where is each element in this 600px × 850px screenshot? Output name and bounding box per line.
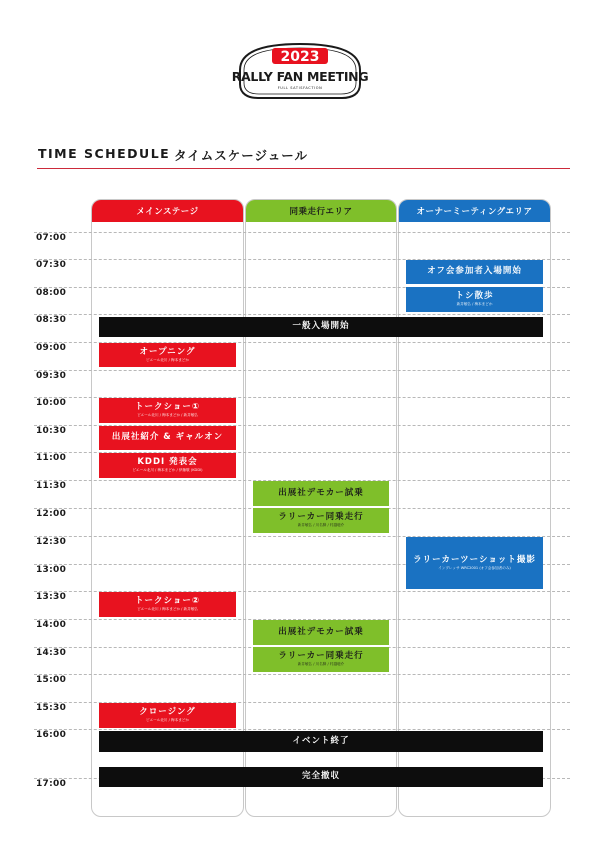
event-title: オープニング	[139, 346, 196, 357]
time-divider	[34, 729, 570, 730]
time-label: 12:00	[36, 509, 67, 519]
time-label: 11:00	[36, 453, 67, 463]
event-block	[99, 731, 543, 752]
event-block	[253, 647, 389, 672]
time-label: 12:30	[36, 537, 67, 547]
event-block	[406, 287, 543, 312]
time-label: 11:30	[36, 481, 67, 491]
time-label: 14:30	[36, 648, 67, 658]
event-block	[406, 537, 543, 589]
svg-text:RALLY FAN MEETING: RALLY FAN MEETING	[232, 69, 368, 84]
event-title: オフ会参加者入場開始	[427, 266, 522, 277]
event-block	[253, 481, 389, 506]
time-label: 17:00	[36, 779, 67, 789]
time-label: 15:30	[36, 703, 67, 713]
event-title: 出展社デモカー試乗	[278, 626, 364, 637]
time-label: 16:00	[36, 730, 67, 740]
column-header-main-stage: メインステージ	[92, 200, 243, 222]
event-performers: ピエール北川 / 梅本まどか	[146, 718, 189, 723]
event-title: クロージング	[139, 707, 196, 718]
event-title: 出展社紹介 & ギャルオン	[111, 432, 224, 443]
event-block	[99, 592, 236, 617]
event-block	[253, 620, 389, 645]
event-block	[99, 343, 236, 367]
event-title: KDDI 発表会	[137, 457, 198, 468]
time-label: 15:00	[36, 675, 67, 685]
time-label: 13:00	[36, 565, 67, 575]
title-divider	[37, 168, 570, 169]
time-label: 10:00	[36, 398, 67, 408]
time-label: 07:30	[36, 260, 67, 270]
event-title: トークショー①	[134, 402, 201, 413]
event-block	[99, 767, 543, 787]
event-block	[406, 260, 543, 284]
event-title: 一般入場開始	[292, 321, 350, 332]
event-title: イベント終了	[292, 735, 350, 746]
time-label: 13:30	[36, 592, 67, 602]
event-performers: 新井敏弘 / 梅本まどか	[456, 302, 493, 307]
event-performers: ピエール北川 / 梅本まどか	[146, 357, 189, 362]
time-label: 14:00	[36, 620, 67, 630]
event-performers: インプレッサ WRC2001 (オフ会参加者のみ)	[438, 565, 511, 570]
time-divider	[34, 674, 570, 675]
event-block	[253, 508, 389, 533]
column-header-ride-area: 同乗走行エリア	[246, 200, 396, 222]
event-block	[99, 317, 543, 337]
time-divider	[34, 370, 570, 371]
time-divider	[34, 314, 570, 315]
time-divider	[34, 232, 570, 233]
event-block	[99, 426, 236, 450]
event-title: トークショー②	[134, 596, 201, 607]
event-performers: 新井敏弘 / 川名賢 / 村越聡介	[297, 523, 345, 528]
event-block	[99, 398, 236, 423]
svg-text:FULL SATISFACTION: FULL SATISFACTION	[277, 86, 323, 90]
column-header-owner-meeting-area: オーナーミーティングエリア	[399, 200, 550, 222]
time-label: 07:00	[36, 233, 67, 243]
time-label: 08:30	[36, 315, 67, 325]
event-title: ラリーカーツーショット撮影	[413, 554, 536, 565]
time-label: 09:30	[36, 371, 67, 381]
event-title: 完全撤収	[301, 771, 340, 782]
rally-fan-meeting-logo	[232, 40, 368, 102]
event-block	[99, 703, 236, 728]
event-performers: ピエール北川 / 梅本まどか / 新井敏弘	[137, 413, 198, 418]
event-performers: ピエール北川 / 梅本まどか / 伊藤敬 (KDDI)	[132, 468, 203, 473]
svg-text:2023: 2023	[280, 49, 320, 65]
title-english: TIME SCHEDULE	[38, 146, 171, 161]
time-label: 10:30	[36, 426, 67, 436]
title-japanese: タイムスケージュール	[174, 148, 309, 163]
event-performers: ピエール北川 / 梅本まどか / 新井敏弘	[137, 607, 198, 612]
time-label: 08:00	[36, 288, 67, 298]
event-title: ラリーカー同乗走行	[278, 512, 364, 523]
event-performers: 新井敏弘 / 川名賢 / 村越聡介	[297, 662, 345, 667]
event-title: ラリーカー同乗走行	[278, 651, 364, 662]
schedule-title	[38, 146, 570, 170]
time-label: 09:00	[36, 343, 67, 353]
event-block	[99, 453, 236, 478]
event-title: トシ散歩	[455, 291, 494, 302]
event-title: 出展社デモカー試乗	[278, 487, 364, 498]
